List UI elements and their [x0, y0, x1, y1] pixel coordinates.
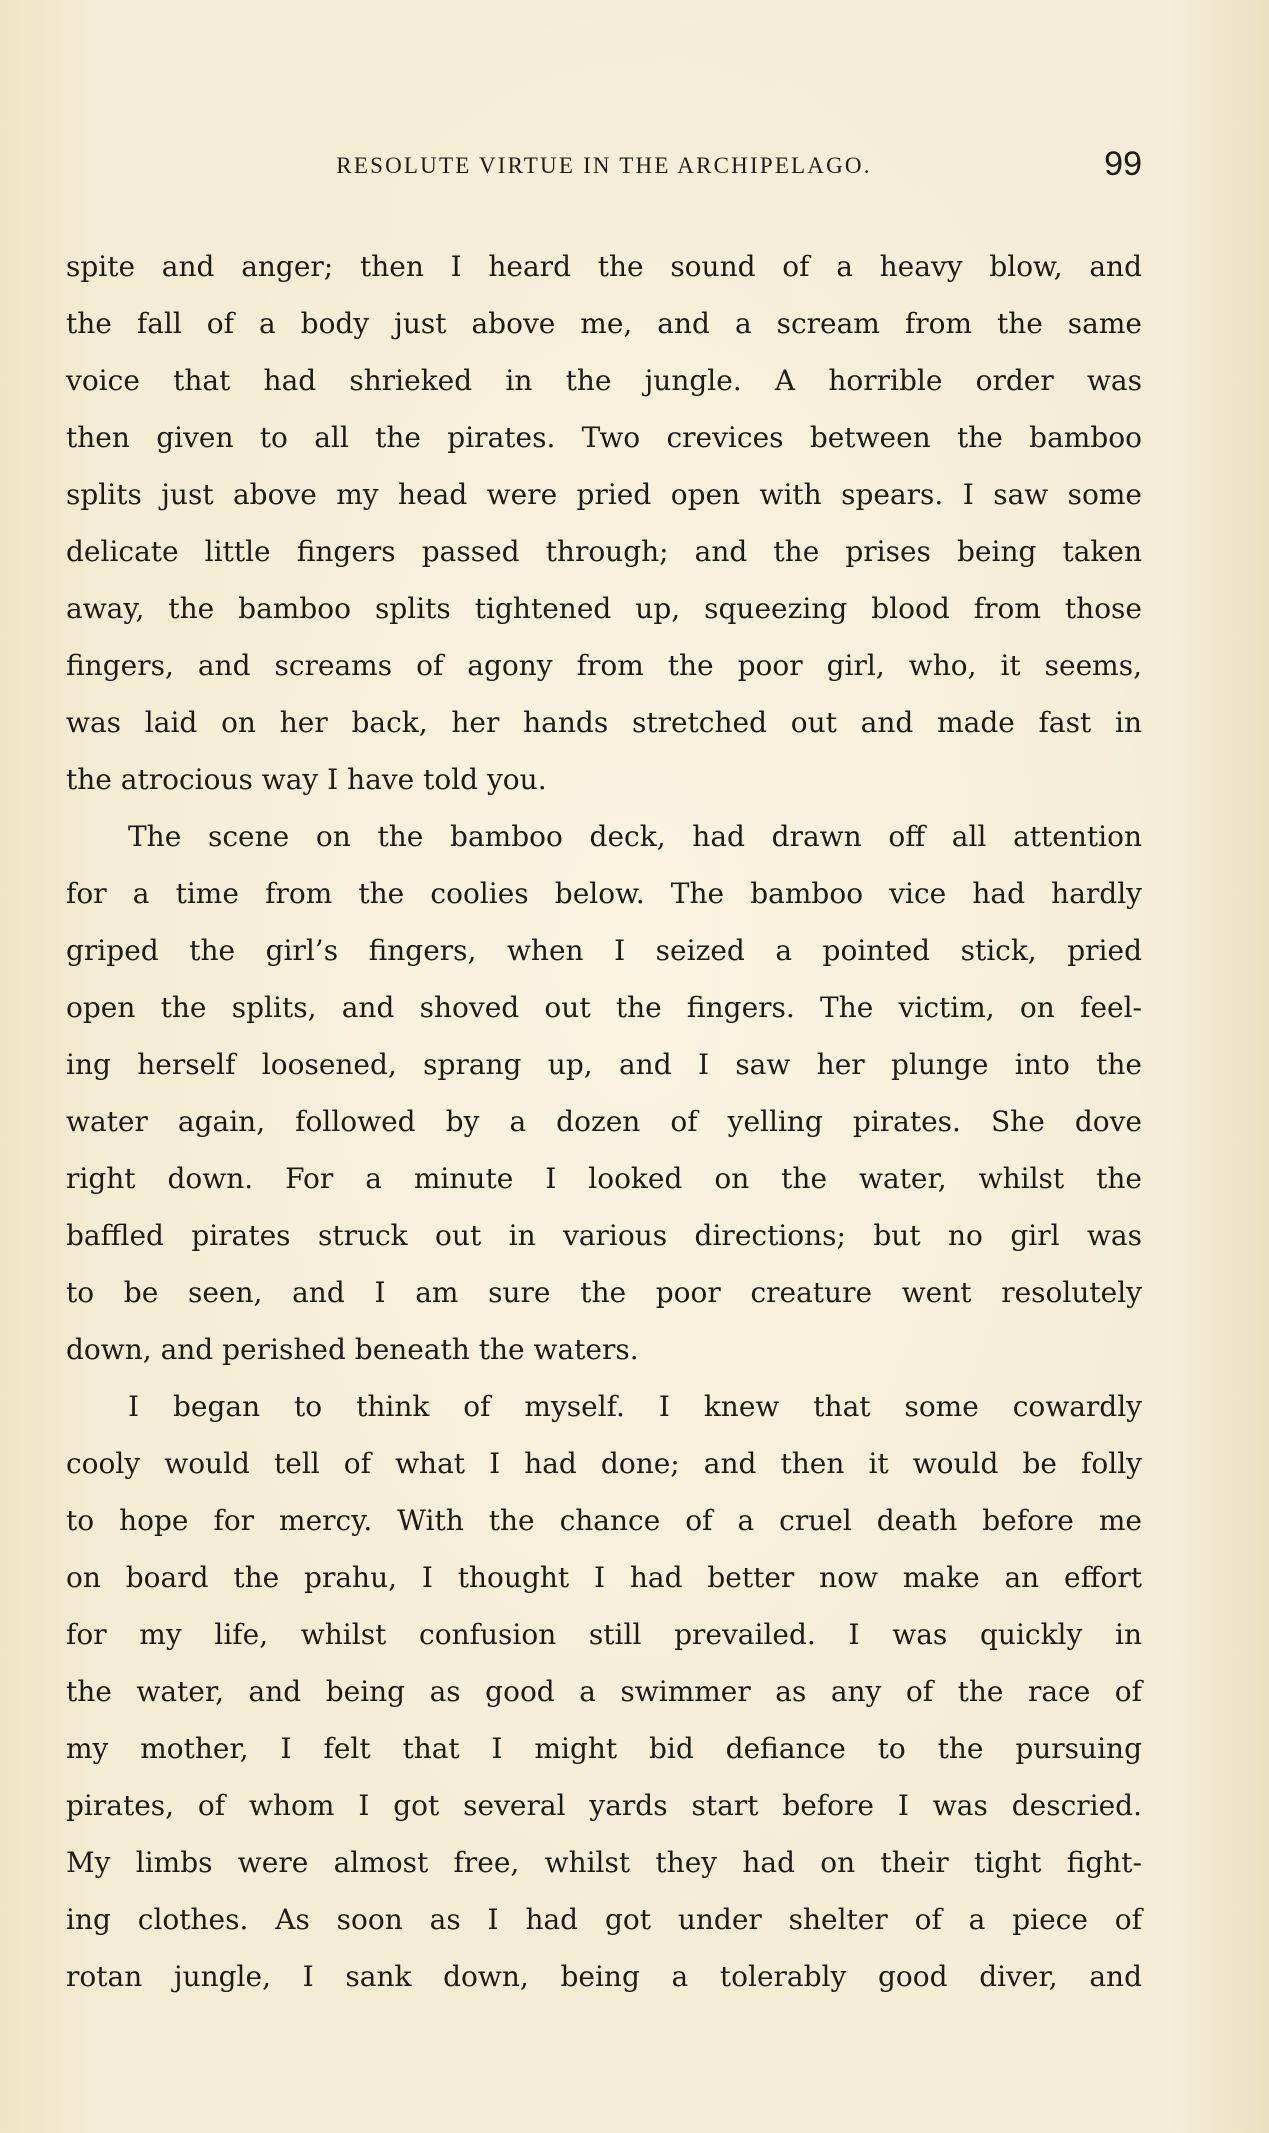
text-line: rotan jungle, I sank down, being a tolerably good diver, and	[66, 1960, 1142, 1993]
text-line: was laid on her back, her hands stretched out and made fast in	[66, 706, 1142, 739]
text-line: water again, followed by a dozen of yelling pirates. She dove	[66, 1105, 1142, 1138]
text-line: on board the prahu, I thought I had better now make an effort	[66, 1561, 1142, 1594]
text-line: to hope for mercy. With the chance of a cruel death before me	[66, 1504, 1142, 1537]
running-title: RESOLUTE VIRTUE IN THE ARCHIPELAGO.	[336, 153, 872, 178]
text-line: the water, and being as good a swimmer as any of the race of	[66, 1675, 1142, 1708]
text-line: griped the girl’s fingers, when I seized a pointed stick, pried	[66, 934, 1142, 967]
text-line: for my life, whilst confusion still prevailed. I was quickly in	[66, 1618, 1142, 1651]
paragraph-start-line: The scene on the bamboo deck, had drawn off all attention	[128, 820, 1142, 853]
text-line: My limbs were almost free, whilst they had on their tight fight-	[66, 1846, 1142, 1879]
paragraph-start-line: I began to think of myself. I knew that some cowardly	[128, 1390, 1142, 1423]
text-line: voice that had shrieked in the jungle. A horrible order was	[66, 364, 1142, 397]
text-line: the fall of a body just above me, and a scream from the same	[66, 307, 1142, 340]
text-line: for a time from the coolies below. The bamboo vice had hardly	[66, 877, 1142, 910]
text-line: delicate little fingers passed through; and the prises being taken	[66, 535, 1142, 568]
text-line: open the splits, and shoved out the fingers. The victim, on feel-	[66, 991, 1142, 1024]
page-number: 99	[1104, 145, 1142, 183]
text-line: ing clothes. As soon as I had got under shelter of a piece of	[66, 1903, 1142, 1936]
text-line: fingers, and screams of agony from the poor girl, who, it seems,	[66, 649, 1142, 682]
paragraph-end-line: down, and perished beneath the waters.	[66, 1333, 639, 1366]
paragraph-end-line: the atrocious way I have told you.	[66, 763, 547, 796]
page-header	[66, 145, 1142, 191]
text-line: away, the bamboo splits tightened up, squeezing blood from those	[66, 592, 1142, 625]
text-line: ing herself loosened, sprang up, and I saw her plunge into the	[66, 1048, 1142, 1081]
body-text	[66, 238, 1142, 2005]
text-line: right down. For a minute I looked on the water, whilst the	[66, 1162, 1142, 1195]
text-line: splits just above my head were pried open with spears. I saw some	[66, 478, 1142, 511]
text-line: baffled pirates struck out in various directions; but no girl was	[66, 1219, 1142, 1252]
text-line: cooly would tell of what I had done; and then it would be folly	[66, 1447, 1142, 1480]
text-line: then given to all the pirates. Two crevices between the bamboo	[66, 421, 1142, 454]
text-line: my mother, I felt that I might bid defiance to the pursuing	[66, 1732, 1142, 1765]
text-line: pirates, of whom I got several yards start before I was descried.	[66, 1789, 1142, 1822]
text-line: to be seen, and I am sure the poor creature went resolutely	[66, 1276, 1142, 1309]
text-line: spite and anger; then I heard the sound of a heavy blow, and	[66, 250, 1142, 283]
